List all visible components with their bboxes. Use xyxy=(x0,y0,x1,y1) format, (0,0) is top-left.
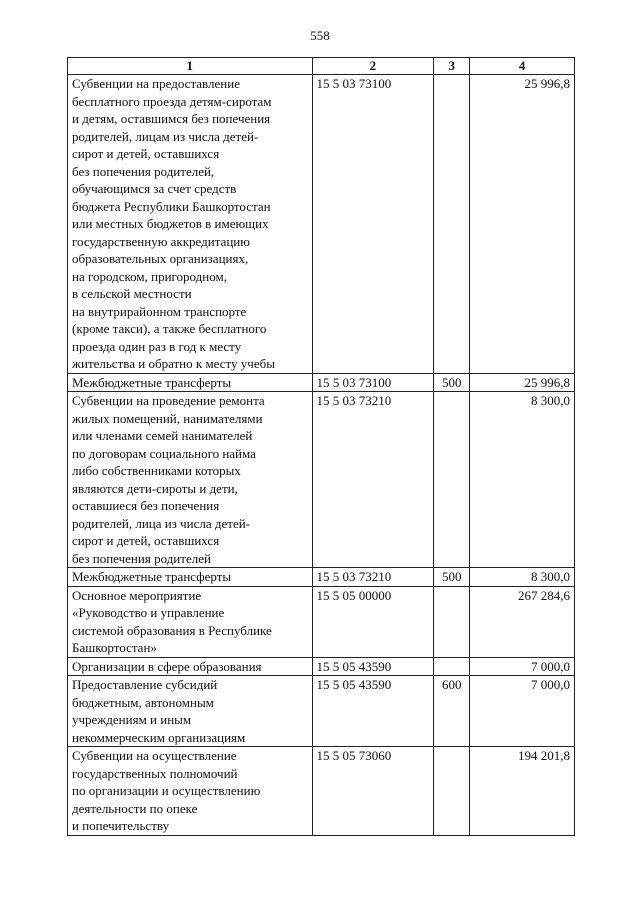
table-row xyxy=(68,586,575,657)
row-name: Предоставление субсидий бюджетным, автономным учреждениям и иным некоммерческим организациям xyxy=(68,676,313,747)
row-expense-type: 500 xyxy=(434,373,470,392)
row-name: Субвенции на проведение ремонта жилых помещений, нанимателями или членами семей нанимателей по договорам социального найма либо собственниками которых являются дети-сироты и дети, оставшиеся без попечения родителей, лица из числа детей- сирот и детей, оставшихся без попечения родителей xyxy=(68,392,313,568)
table-header-row xyxy=(68,58,575,75)
row-expense-type xyxy=(434,586,470,657)
row-expense-type xyxy=(434,75,470,374)
row-amount: 7 000,0 xyxy=(470,657,575,676)
row-expense-type xyxy=(434,392,470,568)
row-amount: 7 000,0 xyxy=(470,676,575,747)
row-name: Основное мероприятие «Руководство и управление системой образования в Республике Башкортостан» xyxy=(68,586,313,657)
row-amount: 267 284,6 xyxy=(470,586,575,657)
column-header-2: 2 xyxy=(312,58,434,75)
column-header-1: 1 xyxy=(68,58,313,75)
row-amount: 25 996,8 xyxy=(470,373,575,392)
row-amount: 8 300,0 xyxy=(470,568,575,587)
table-row xyxy=(68,373,575,392)
row-code: 15 5 05 43590 xyxy=(312,676,434,747)
row-code: 15 5 03 73100 xyxy=(312,373,434,392)
row-name: Межбюджетные трансферты xyxy=(68,568,313,587)
row-amount: 194 201,8 xyxy=(470,747,575,836)
table-row xyxy=(68,75,575,374)
table-row xyxy=(68,657,575,676)
row-name: Межбюджетные трансферты xyxy=(68,373,313,392)
row-expense-type: 600 xyxy=(434,676,470,747)
row-code: 15 5 05 43590 xyxy=(312,657,434,676)
row-amount: 25 996,8 xyxy=(470,75,575,374)
row-expense-type xyxy=(434,747,470,836)
row-name: Субвенции на осуществление государственных полномочий по организации и осуществлению деятельности по опеке и попечительству xyxy=(68,747,313,836)
row-code: 15 5 03 73100 xyxy=(312,75,434,374)
page-number: 558 xyxy=(310,28,330,43)
table-row xyxy=(68,747,575,836)
row-expense-type xyxy=(434,657,470,676)
row-code: 15 5 03 73210 xyxy=(312,568,434,587)
row-amount: 8 300,0 xyxy=(470,392,575,568)
row-code: 15 5 05 73060 xyxy=(312,747,434,836)
table-row xyxy=(68,568,575,587)
row-name: Организации в сфере образования xyxy=(68,657,313,676)
table-row xyxy=(68,676,575,747)
row-expense-type: 500 xyxy=(434,568,470,587)
row-name: Субвенции на предоставление бесплатного проезда детям-сиротам и детям, оставшимся без попечения родителей, лицам из числа детей- сирот и детей, оставшихся без попечения родителей, обучающимся за счет средств бюджета Республики Башкортостан или местных бюджетов в имеющих государственную аккредитацию образовательных организациях, на городском, пригородном, в сельской местности на внутрирайонном транспорте (кроме такси), а также бесплатного проезда один раз в год к месту жительства и обратно к месту учебы xyxy=(68,75,313,374)
budget-table xyxy=(67,57,575,836)
column-header-4: 4 xyxy=(470,58,575,75)
row-code: 15 5 05 00000 xyxy=(312,586,434,657)
column-header-3: 3 xyxy=(434,58,470,75)
table-row xyxy=(68,392,575,568)
row-code: 15 5 03 73210 xyxy=(312,392,434,568)
